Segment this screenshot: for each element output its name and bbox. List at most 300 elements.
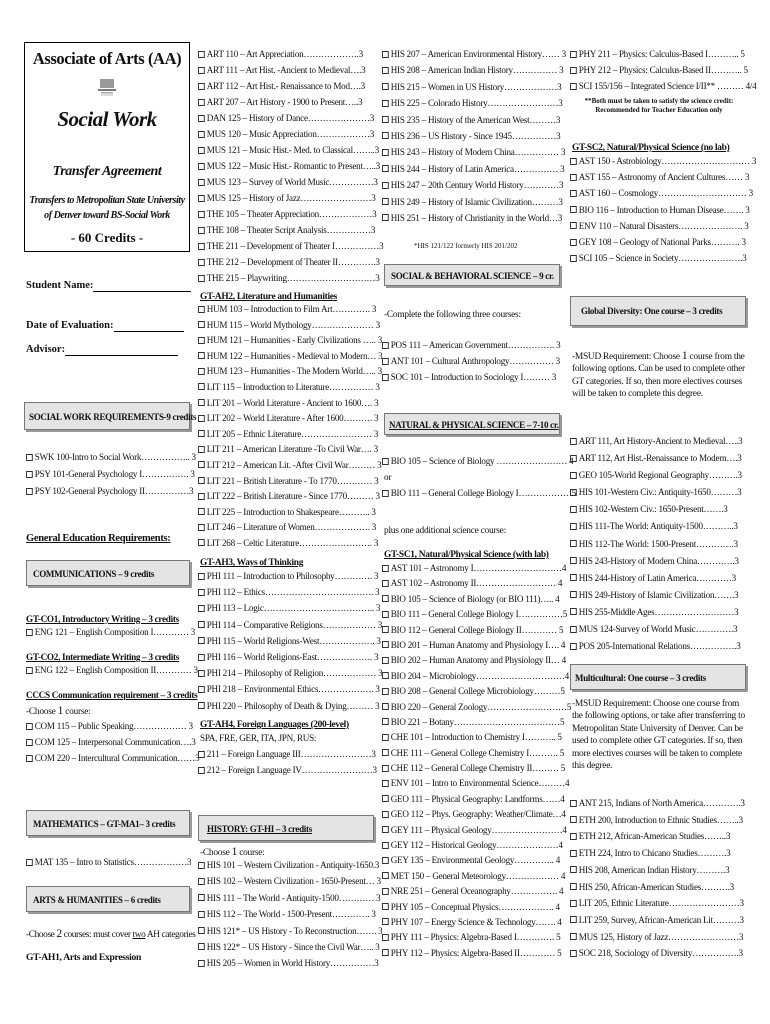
credits-total: - 60 Credits - (70, 230, 144, 245)
checkbox[interactable] (382, 132, 389, 139)
checkbox[interactable] (570, 190, 577, 197)
checkbox[interactable] (570, 51, 577, 58)
list-item[interactable]: MUS 124-Survey of World Music………….3 (570, 624, 742, 636)
checkbox[interactable] (198, 767, 205, 774)
checkbox[interactable] (570, 816, 577, 823)
checkbox[interactable] (570, 883, 577, 890)
list-item[interactable]: PHY 212 – Physics: Calculus-Based II……….. 5 (570, 65, 756, 77)
checkbox[interactable] (26, 667, 33, 674)
choose-note: -Choose 1 course: (26, 705, 91, 717)
list-item[interactable]: AST 102 – Astronomy II……………………… 4 (382, 578, 571, 590)
gd-note: -MSUD Requirement: Choose 1 course from the following options. Can be used to complete other GT categories. If so, then more electives courses will be taken to complete this degree. (572, 350, 745, 400)
checkbox[interactable] (198, 911, 205, 918)
checkbox[interactable] (382, 182, 389, 189)
list-item[interactable]: BIO 111 – General College Biology I………………5 (382, 488, 576, 500)
checkbox[interactable] (198, 878, 205, 885)
checkbox[interactable] (382, 826, 389, 833)
checkbox[interactable] (198, 99, 205, 106)
list-item[interactable]: PHI 113 – Logic……………………………….. 3 (198, 603, 382, 615)
list-item[interactable]: LIT 212 – American Lit. -After Civil War……… 3 (198, 460, 382, 472)
checkbox[interactable] (198, 605, 205, 612)
list-item[interactable]: ENV 101 – Intro to Environmental Science………4 (382, 778, 571, 790)
checkbox[interactable] (382, 672, 389, 679)
checkbox[interactable] (382, 565, 389, 572)
list-item[interactable]: BIO 221 – Botany………………………………5 (382, 717, 571, 729)
checkbox[interactable] (382, 842, 389, 849)
list-item[interactable]: LIT 201 – World Literature - Ancient to 1600…. 3 (198, 398, 382, 410)
list-item[interactable]: ENV 110 – Natural Disasters…………………. 3 (570, 221, 756, 233)
list-item[interactable]: BIO 204 – Microbiology…………………………4 (382, 671, 571, 683)
list-item[interactable]: THE 212 – Development of Theater II………….3 (198, 257, 383, 269)
list-item[interactable]: HIS 243-History of Modern China………….3 (570, 556, 742, 568)
list-item[interactable]: AST 150 - Astrobiology………………………… 3 (570, 156, 756, 168)
list-item[interactable]: MET 150 – General Meteorology……………… 4 (382, 871, 571, 883)
list-item[interactable]: GEY 111 – Physical Geology……………………4 (382, 825, 571, 837)
list-item[interactable]: PHI 220 – Philosophy of Death & Dying……… 3 (198, 701, 382, 713)
list-item[interactable]: HIS 205 – Women in World History……………3 (198, 958, 382, 970)
list-item[interactable]: ART 110 – Art Appreciation……………….3 (198, 49, 383, 61)
list-item[interactable]: ART 111, Art History-Ancient to Medieval…..3 (570, 436, 742, 448)
list-item[interactable]: SWK 100-Intro to Social Work…………….. 3 (26, 452, 196, 464)
student-name-line[interactable] (93, 282, 191, 292)
multicultural-box: Multicultural: One course – 3 credits (570, 664, 746, 690)
checkbox[interactable] (198, 259, 205, 266)
list-item[interactable]: HIS 207 – American Environmental History…… 3 (382, 49, 566, 61)
list-item[interactable]: THE 105 – Theater Appreciation………………3 (198, 209, 383, 221)
checkbox[interactable] (570, 933, 577, 940)
checkbox[interactable] (198, 337, 205, 344)
phy-note-1: **Both must be taken to satisfy the science credit: (584, 97, 734, 105)
list-item[interactable]: COM 115 – Public Speaking……………… 3 (26, 721, 199, 733)
list-item[interactable]: BIO 105 – Science of Biology (or BIO 111)….. 4 (382, 594, 571, 606)
checkbox[interactable] (26, 629, 33, 636)
list-item[interactable]: LIT 225 – Introduction to Shakespeare……….. 3 (198, 507, 382, 519)
list-item[interactable]: BIO 202 – Human Anatomy and Physiology II… 4 (382, 655, 571, 667)
list-item[interactable]: PHI 116 – World Religions-East………………. 3 (198, 652, 382, 664)
checkbox[interactable] (198, 275, 205, 282)
checkbox[interactable] (382, 358, 389, 365)
checkbox[interactable] (198, 589, 205, 596)
list-item[interactable]: NRE 251 – General Oceanography……………. 4 (382, 886, 571, 898)
list-item[interactable]: 211 – Foreign Language III……………………3 (198, 749, 377, 761)
sc1-list (382, 563, 577, 960)
list-item[interactable]: DAN 125 – History of Dance…………………3 (198, 113, 383, 125)
checkbox[interactable] (382, 918, 389, 925)
checkbox[interactable] (570, 472, 577, 479)
list-item[interactable]: LIT 221 – British Literature - To 1770………… 3 (198, 476, 382, 488)
checkbox[interactable] (382, 903, 389, 910)
list-item[interactable]: GEY 135 – Environmental Geology………….. 4 (382, 855, 571, 867)
checkbox[interactable] (382, 934, 389, 941)
checkbox[interactable] (570, 591, 577, 598)
list-item[interactable]: ENG 122 – English Composition II………… 3 (26, 665, 198, 677)
checkbox[interactable] (570, 900, 577, 907)
checkbox[interactable] (382, 780, 389, 787)
list-item[interactable]: HIS 101 – Western Civilization - Antiquity-1650.3 (198, 860, 382, 872)
checkbox[interactable] (570, 438, 577, 445)
checkbox[interactable] (198, 960, 205, 967)
arts-humanities-box: ARTS & HUMANITIES – 6 credits (26, 886, 190, 912)
list-item[interactable]: HIS 249-History of Islamic Civilization…….3 (570, 590, 742, 602)
checkbox[interactable] (198, 179, 205, 186)
checkbox[interactable] (382, 611, 389, 618)
list-item[interactable]: PSY 101-General Psychology I……………. 3 (26, 469, 196, 481)
checkbox[interactable] (198, 195, 205, 202)
checkbox[interactable] (198, 415, 205, 422)
list-item[interactable]: PHY 211 – Physics: Calculus-Based I……….. 5 (570, 49, 756, 61)
checkbox[interactable] (382, 458, 389, 465)
list-item[interactable]: SOC 218, Sociology of Diversity…………….3 (570, 948, 745, 960)
checkbox[interactable] (26, 739, 33, 746)
checkbox[interactable] (198, 227, 205, 234)
list-item[interactable]: BIO 105 – Science of Biology …………………… 4 (382, 456, 573, 468)
list-item[interactable]: HIS 215 – Women in US History………………3 (382, 82, 566, 94)
list-item[interactable]: SOC 101 – Introduction to Sociology I……… 3 (382, 372, 560, 384)
checkbox[interactable] (570, 506, 577, 513)
ah2-list (198, 304, 388, 550)
student-name-field[interactable] (26, 280, 191, 292)
checkbox[interactable] (382, 595, 389, 602)
checkbox[interactable] (382, 765, 389, 772)
checkbox[interactable] (198, 943, 205, 950)
checkbox[interactable] (198, 383, 205, 390)
transfers-line-1: Transfers to Metropolitan State University (29, 195, 185, 206)
checkbox[interactable] (382, 149, 389, 156)
list-item[interactable]: THE 108 – Theater Script Analysis……………3 (198, 225, 383, 237)
list-item[interactable]: MUS 121 – Music Hist.- Med. to Classical……..3 (198, 145, 383, 157)
checkbox[interactable] (26, 454, 33, 461)
list-item[interactable]: ANT 215, Indians of North America………….3 (570, 798, 745, 810)
list-item[interactable]: HIS 244 – History of Latin America…………… 3 (382, 164, 566, 176)
checkbox[interactable] (382, 374, 389, 381)
list-item[interactable]: HUM 121 – Humanities - Early Civilizations ….. 3 (198, 335, 382, 347)
checkbox[interactable] (570, 574, 577, 581)
list-item[interactable]: GEY 108 – Geology of National Parks………. 3 (570, 237, 756, 249)
checkbox[interactable] (570, 833, 577, 840)
list-item[interactable]: CHE 101 – Introduction to Chemistry I……….. 5 (382, 732, 571, 744)
list-item[interactable]: COM 125 – Interpersonal Communication….3 (26, 737, 199, 749)
list-item[interactable]: PHY 105 – Conceptual Physics………………. 4 (382, 902, 571, 914)
checkbox[interactable] (26, 723, 33, 730)
checkbox[interactable] (570, 255, 577, 262)
list-item[interactable]: PHI 111 – Introduction to Philosophy…………. 3 (198, 571, 382, 583)
checkbox[interactable] (198, 508, 205, 515)
list-item[interactable]: BIO 116 – Introduction to Human Disease……. 3 (570, 205, 756, 217)
list-item[interactable]: HIS 243 – History of Modern China…………… 3 (382, 147, 566, 159)
list-item[interactable]: LIT 205, Ethnic Literature……………………3 (570, 898, 745, 910)
list-item[interactable]: HIS 112 – The World - 1500-Present…………. 3 (198, 909, 382, 921)
list-item[interactable]: ANT 101 – Cultural Anthropology…………… 3 (382, 356, 560, 368)
list-item[interactable]: BIO 112 – General College Biology II………… 5 (382, 625, 571, 637)
list-item[interactable]: HIS 208, American Indian History……….3 (570, 865, 745, 877)
global-diversity-box: Global Diversity: One course – 3 credits (570, 296, 746, 326)
checkbox[interactable] (570, 950, 577, 957)
list-item[interactable]: ETH 200, Introduction to Ethnic Studies……..3 (570, 815, 745, 827)
checkbox[interactable] (570, 866, 577, 873)
list-item[interactable]: PHY 111 – Physics: Algebra-Based I…………. 5 (382, 932, 571, 944)
list-item[interactable]: GEO 111 – Physical Geography: Landforms……4 (382, 794, 571, 806)
list-item[interactable]: PHI 214 – Philosophy of Religion……………… 3 (198, 668, 382, 680)
checkbox[interactable] (198, 686, 205, 693)
checkbox[interactable] (198, 477, 205, 484)
checkbox[interactable] (382, 703, 389, 710)
checkbox[interactable] (198, 446, 205, 453)
checkbox[interactable] (198, 163, 205, 170)
checkbox[interactable] (198, 573, 205, 580)
list-item[interactable]: HIS 121* – US History - To Reconstruction……. 3 (198, 926, 382, 938)
list-item[interactable]: THE 215 – Playwriting…………………………3 (198, 273, 383, 285)
list-item[interactable]: HUM 103 – Introduction to Film Art…………. 3 (198, 304, 382, 316)
checkbox[interactable] (382, 490, 389, 497)
checkbox[interactable] (198, 637, 205, 644)
checkbox[interactable] (382, 342, 389, 349)
checkbox[interactable] (570, 206, 577, 213)
list-item[interactable]: POS 205-International Relations…………….3 (570, 641, 742, 653)
checkbox[interactable] (198, 654, 205, 661)
checkbox[interactable] (382, 67, 389, 74)
transfers-line-2: of Denver toward BS-Social Work (44, 210, 170, 221)
list-item[interactable]: BIO 111 – General College Biology I……………5 (382, 609, 571, 621)
co1-heading: GT-CO1, Introductory Writing – 3 credits (26, 614, 179, 624)
list-item[interactable]: HIS 111-The World: Antiquity-1500………..3 (570, 521, 742, 533)
checkbox[interactable] (198, 352, 205, 359)
list-item[interactable]: AST 155 – Astronomy of Ancient Cultures…… 3 (570, 172, 756, 184)
list-item[interactable]: HUM 123 – Humanities - The Modern World….. 3 (198, 366, 382, 378)
list-item[interactable]: HIS 102-Western Civ.: 1650-Present…….3 (570, 504, 742, 516)
checkbox[interactable] (198, 702, 205, 709)
list-item[interactable]: LIT 259, Survey, African-American Lit………3 (570, 915, 745, 927)
list-item[interactable]: HIS 208 – American Indian History…………… 3 (382, 65, 566, 77)
list-item[interactable]: SCI 155/156 – Integrated Science I/II** ……… 4/4 (570, 81, 756, 93)
language-list: SPA, FRE, GER, ITA, JPN, RUS: (200, 734, 317, 744)
checkbox[interactable] (198, 83, 205, 90)
checkbox[interactable] (570, 455, 577, 462)
checkbox[interactable] (198, 243, 205, 250)
checkbox[interactable] (382, 872, 389, 879)
checkbox[interactable] (382, 214, 389, 221)
list-item[interactable]: HIS 244-History of Latin America…………3 (570, 573, 742, 585)
list-item[interactable]: LIT 246 – Literature of Women………………. 3 (198, 522, 382, 534)
sbs-note: -Complete the following three courses: (384, 310, 521, 320)
checkbox[interactable] (198, 621, 205, 628)
list-item[interactable]: HUM 115 – World Mythology………………… 3 (198, 320, 382, 332)
list-item[interactable]: ETH 224, Intro to Chicano Studies……….3 (570, 848, 745, 860)
checkbox[interactable] (570, 222, 577, 229)
checkbox[interactable] (570, 174, 577, 181)
list-item[interactable]: MUS 123 – Survey of World Music……………3 (198, 177, 383, 189)
checkbox[interactable] (382, 116, 389, 123)
list-item[interactable]: PHI 218 – Environmental Ethics………………. 3 (198, 684, 382, 696)
checkbox[interactable] (570, 489, 577, 496)
date-eval-line[interactable] (114, 322, 184, 332)
list-item[interactable]: GEO 112 – Phys. Geography: Weather/Climate…4 (382, 809, 571, 821)
checkbox[interactable] (382, 580, 389, 587)
checkbox[interactable] (382, 949, 389, 956)
checkbox[interactable] (198, 306, 205, 313)
checkbox[interactable] (198, 461, 205, 468)
checkbox[interactable] (570, 67, 577, 74)
his-note: *HIS 121/122 formerly HIS 201/202 (414, 242, 518, 250)
list-item[interactable]: PHI 114 – Comparative Religions……………… 3 (198, 620, 382, 632)
checkbox[interactable] (570, 83, 577, 90)
list-item[interactable]: GEO 105-World Regional Geography……….3 (570, 470, 742, 482)
checkbox[interactable] (382, 734, 389, 741)
checkbox[interactable] (382, 641, 389, 648)
history-list-a (198, 860, 388, 971)
checkbox[interactable] (570, 557, 577, 564)
advisor-field[interactable] (26, 344, 178, 356)
list-item[interactable]: MAT 135 – Intro to Statistics………………3 (26, 857, 191, 869)
checkbox[interactable] (570, 523, 577, 530)
list-item[interactable]: GEY 112 – Historical Geology…………………4 (382, 840, 571, 852)
checkbox[interactable] (198, 147, 205, 154)
date-eval-field[interactable] (26, 320, 184, 332)
list-item[interactable]: PHY 107 – Energy Science & Technology……. 4 (382, 917, 571, 929)
list-item[interactable]: HIS 225 – Colorado History……………………3 (382, 98, 566, 110)
checkbox[interactable] (382, 795, 389, 802)
checkbox[interactable] (382, 811, 389, 818)
checkbox[interactable] (198, 211, 205, 218)
checkbox[interactable] (198, 368, 205, 375)
checkbox[interactable] (198, 51, 205, 58)
checkbox[interactable] (382, 718, 389, 725)
checkbox[interactable] (570, 850, 577, 857)
list-item[interactable]: HIS 247 – 20th Century World History…………3 (382, 180, 566, 192)
checkbox[interactable] (382, 888, 389, 895)
list-item[interactable]: COM 220 – Intercultural Communication……3 (26, 753, 199, 765)
or-label: or (384, 473, 392, 483)
list-item[interactable]: THE 211 – Development of Theater I……………3 (198, 241, 383, 253)
history-box: HISTORY: GT-HI – 3 credits (198, 815, 374, 841)
checkbox[interactable] (198, 399, 205, 406)
ah4-heading: GT-AH4, Foreign Languages (200-level) (200, 720, 349, 730)
advisor-label: Advisor: (26, 344, 66, 355)
list-item[interactable]: LIT 115 – Introduction to Literature…………… 3 (198, 382, 382, 394)
checkbox[interactable] (198, 862, 205, 869)
checkbox[interactable] (382, 83, 389, 90)
checkbox[interactable] (570, 643, 577, 650)
list-item[interactable]: ART 112 – Art Hist.- Renaissance to Mod….3 (198, 81, 383, 93)
list-item[interactable]: LIT 205 – Ethnic Literature…………………… 3 (198, 429, 382, 441)
checkbox[interactable] (570, 626, 577, 633)
list-item[interactable]: ART 112, Art Hist.-Renaissance to Modern….3 (570, 453, 742, 465)
ah1-list (198, 49, 389, 285)
checkbox[interactable] (198, 131, 205, 138)
checkbox[interactable] (570, 608, 577, 615)
list-item[interactable]: PHI 112 – Ethics………………………………. 3 (198, 587, 382, 599)
checkbox[interactable] (198, 430, 205, 437)
checkbox[interactable] (570, 239, 577, 246)
list-item[interactable]: MUS 122 – Music Hist.- Romantic to Present…..3 (198, 161, 383, 173)
list-item[interactable]: CHE 111 – General College Chemistry I………. 5 (382, 748, 571, 760)
list-item[interactable]: LIT 222 – British Literature - Since 1770……… 3 (198, 491, 382, 503)
list-item[interactable]: HIS 112-The World: 1500-Present………….3 (570, 539, 742, 551)
checkbox[interactable] (382, 749, 389, 756)
checkbox[interactable] (570, 800, 577, 807)
list-item[interactable]: HIS 250, African-American Studies……….3 (570, 882, 745, 894)
checkbox[interactable] (382, 857, 389, 864)
list-item[interactable]: HIS 236 – US History - Since 1945……………3 (382, 131, 566, 143)
checkbox[interactable] (382, 51, 389, 58)
checkbox[interactable] (26, 859, 33, 866)
list-item[interactable]: ART 111 – Art Hist. -Ancient to Medieval….3 (198, 65, 383, 77)
list-item[interactable]: MUS 120 – Music Appreciation………………3 (198, 129, 383, 141)
list-item[interactable]: HIS 255-Middle Ages………………………3 (570, 607, 742, 619)
list-item[interactable]: LIT 211 – American Literature -To Civil War…. 3 (198, 444, 382, 456)
list-item[interactable]: BIO 201 – Human Anatomy and Physiology I…. 4 (382, 640, 571, 652)
checkbox[interactable] (26, 755, 33, 762)
list-item[interactable]: PSY 102-General Psychology II……………3 (26, 486, 196, 498)
list-item[interactable]: HIS 235 – History of the American West………3 (382, 115, 566, 127)
list-item[interactable]: SCI 105 – Science in Society………………….3 (570, 253, 756, 265)
list-item[interactable]: 212 – Foreign Language IV……………………3 (198, 765, 377, 777)
list-item[interactable]: POS 111 – American Government……………. 3 (382, 340, 560, 352)
list-item[interactable]: HIS 251 – History of Christianity in the World…3 (382, 213, 566, 225)
checkbox[interactable] (570, 916, 577, 923)
checkbox[interactable] (198, 524, 205, 531)
list-item[interactable]: HIS 102 – Western Civilization - 1650-Present… 3 (198, 876, 382, 888)
list-item[interactable]: LIT 268 – Celtic Literature……………………. 3 (198, 538, 382, 550)
list-item[interactable]: LIT 202 – World Literature - After 1600………. 3 (198, 413, 382, 425)
checkbox[interactable] (198, 321, 205, 328)
co2-heading: GT-CO2, Intermediate Writing – 3 credits (26, 652, 180, 662)
gen-ed-heading: General Education Requirements: (26, 533, 171, 544)
list-item[interactable]: ENG 121 – English Composition I………… 3 (26, 627, 195, 639)
list-item[interactable]: AST 101 – Astronomy I…………………………4 (382, 563, 571, 575)
sc1-heading: GT-SC1, Natural/Physical Science (with lab) (384, 550, 549, 560)
checkbox[interactable] (26, 488, 33, 495)
list-item[interactable]: AST 160 – Cosmology………………………… 3 (570, 188, 756, 200)
checkbox[interactable] (198, 894, 205, 901)
list-item[interactable]: BIO 208 – General College Microbiology………5 (382, 686, 571, 698)
checkbox[interactable] (382, 626, 389, 633)
list-item[interactable]: PHY 112 – Physics: Algebra-Based II………… 5 (382, 948, 571, 960)
cccs-heading: CCCS Communication requirement – 3 credits (26, 690, 198, 700)
list-item[interactable]: HIS 101-Western Civ.: Antiquity-1650………3 (570, 487, 742, 499)
list-item[interactable]: ART 207 – Art History - 1900 to Present…..3 (198, 97, 383, 109)
checkbox[interactable] (382, 165, 389, 172)
checkbox[interactable] (198, 67, 205, 74)
list-item[interactable]: CHE 112 – General College Chemistry II……… 5 (382, 763, 571, 775)
checkbox[interactable] (198, 493, 205, 500)
checkbox[interactable] (198, 115, 205, 122)
list-item[interactable]: BIO 220 – General Zoology………………………5 (382, 702, 571, 714)
checkbox[interactable] (382, 688, 389, 695)
checkbox[interactable] (26, 471, 33, 478)
checkbox[interactable] (570, 540, 577, 547)
sc2-list (570, 156, 762, 265)
checkbox[interactable] (382, 657, 389, 664)
list-item[interactable]: HIS 249 – History of Islamic Civilization………3 (382, 197, 566, 209)
ah1-heading: GT-AH1, Arts and Expression (26, 952, 142, 963)
list-item[interactable]: ETH 212, African-American Studies……..3 (570, 831, 745, 843)
list-item[interactable]: PHI 115 – World Religions-West………………. 3 (198, 636, 382, 648)
checkbox[interactable] (382, 198, 389, 205)
checkbox[interactable] (198, 751, 205, 758)
sc2-heading: GT-SC2, Natural/Physical Science (no lab) (572, 143, 730, 153)
list-item[interactable]: MUS 125 – History of Jazz……………………3 (198, 193, 383, 205)
checkbox[interactable] (198, 670, 205, 677)
checkbox[interactable] (382, 100, 389, 107)
checkbox[interactable] (198, 539, 205, 546)
list-item[interactable]: MUS 125, History of Jazz……………………3 (570, 932, 745, 944)
checkbox[interactable] (198, 927, 205, 934)
list-item[interactable]: HIS 122* – US History - Since the Civil War….. 3 (198, 942, 382, 954)
list-item[interactable]: HIS 111 – The World - Antiquity-1500………… 3 (198, 893, 382, 905)
list-item[interactable]: HUM 122 – Humanities - Medieval to Modern… 3 (198, 351, 382, 363)
advisor-line[interactable] (65, 346, 178, 356)
checkbox[interactable] (570, 158, 577, 165)
